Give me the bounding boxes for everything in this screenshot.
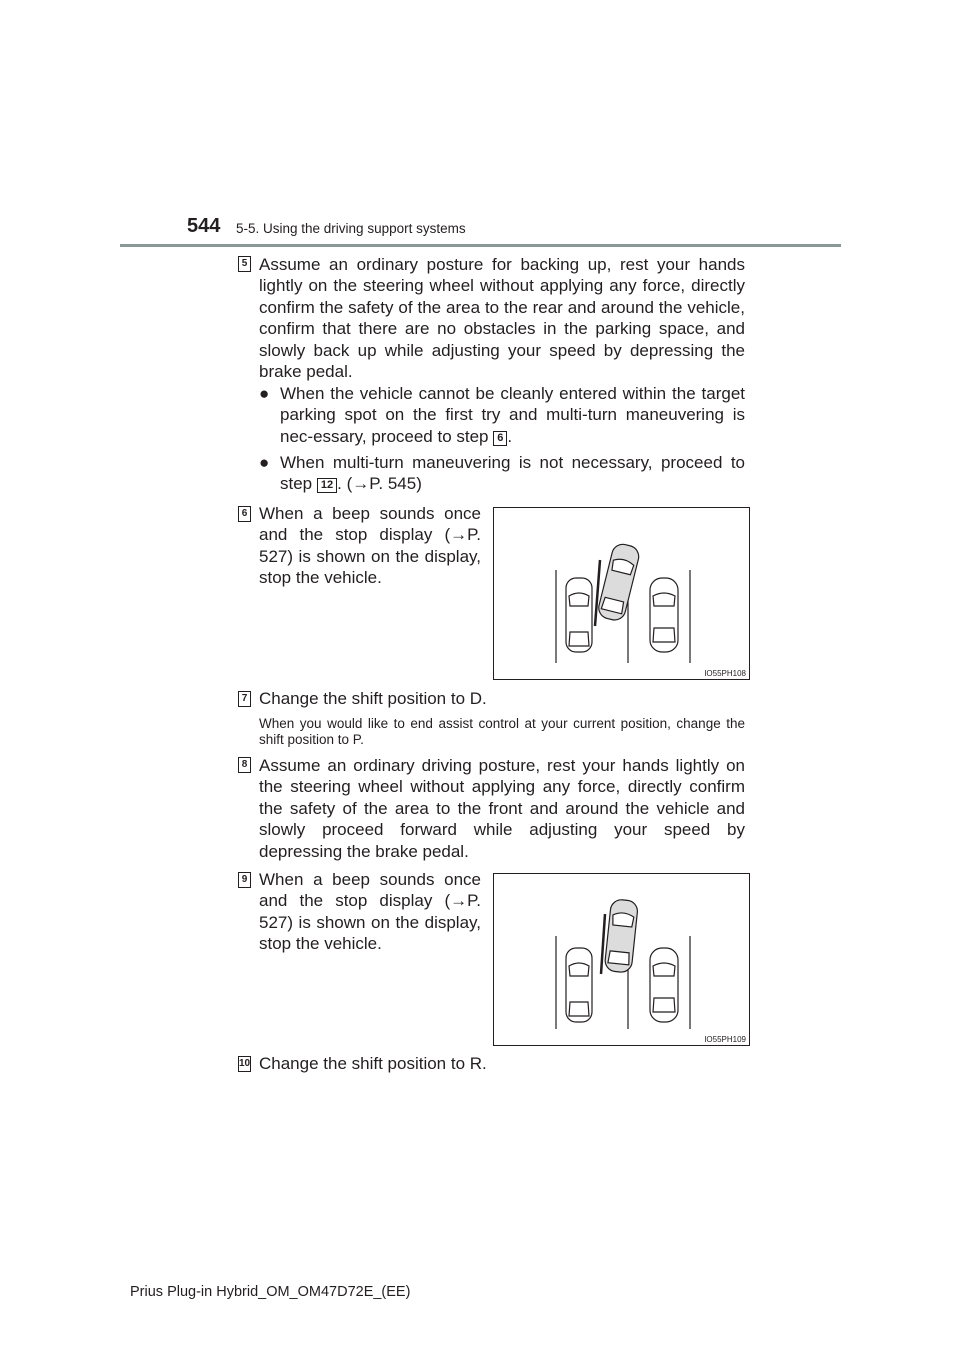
step-7-note: When you would like to end assist control at your current position, change the shift position to P. <box>259 716 745 747</box>
bullet-1-text: When the vehicle cannot be cleanly entered within the target parking spot on the first try and multi-turn maneuvering is nec-essary, proceed to step <box>280 384 745 446</box>
parking-figure-2 <box>493 873 750 1046</box>
footer-doc-id: Prius Plug-in Hybrid_OM_OM47D72E_(EE) <box>130 1284 411 1300</box>
parking-figure-1 <box>493 507 750 680</box>
section-title: 5-5. Using the driving support systems <box>236 221 466 236</box>
step-ref-12: 12 <box>317 478 337 493</box>
step-ref-6: 6 <box>493 431 507 446</box>
step-10-text: Change the shift position to R. <box>259 1054 487 1073</box>
bullet-icon: ● <box>259 384 270 403</box>
step-8-text: Assume an ordinary driving posture, rest your hands lightly on the steering wheel without applying any force, directly confirm the safety of the area to the front and around the vehicle and slowly proceed forward while adjusting your speed by depressing the brake pedal. <box>259 756 745 861</box>
step-9-text: When a beep sounds once and the stop display (→P. 527) is shown on the display, stop the vehicle. <box>259 870 481 954</box>
step-6-text: When a beep sounds once and the stop display (→P. 527) is shown on the display, stop the vehicle. <box>259 504 481 588</box>
step-5-bullet-2 <box>280 452 745 495</box>
header-divider <box>120 244 841 247</box>
step-number-10: 10 <box>238 1056 251 1072</box>
figure-code-2: IO55PH109 <box>704 1035 746 1044</box>
step-5-text: Assume an ordinary posture for backing up, rest your hands lightly on the steering wheel without applying any force, directly confirm the safety of the area to the rear and around the vehicle, confirm that there are no obstacles in the parking space, and slowly back up while adjusting your speed by depressing the brake pedal. <box>259 255 745 382</box>
bullet-1-end: . <box>507 426 513 446</box>
bullet-icon: ● <box>259 453 270 472</box>
step-number-8: 8 <box>238 757 251 773</box>
bullet-2-end: . (→P. 545) <box>337 474 422 494</box>
step-number-5: 5 <box>238 256 251 272</box>
step-7-text: Change the shift position to D. <box>259 689 487 708</box>
parking-illustration-2 <box>494 874 749 1045</box>
page-number: 544 <box>187 215 221 237</box>
step-5-bullet-1 <box>280 383 745 447</box>
step-number-9: 9 <box>238 872 251 888</box>
step-number-6: 6 <box>238 506 251 522</box>
parking-illustration-1 <box>494 508 749 679</box>
figure-code-1: IO55PH108 <box>704 669 746 678</box>
step-number-7: 7 <box>238 691 251 707</box>
bullet-2-text: When multi-turn maneuvering is not necessary, proceed to step <box>280 453 745 494</box>
